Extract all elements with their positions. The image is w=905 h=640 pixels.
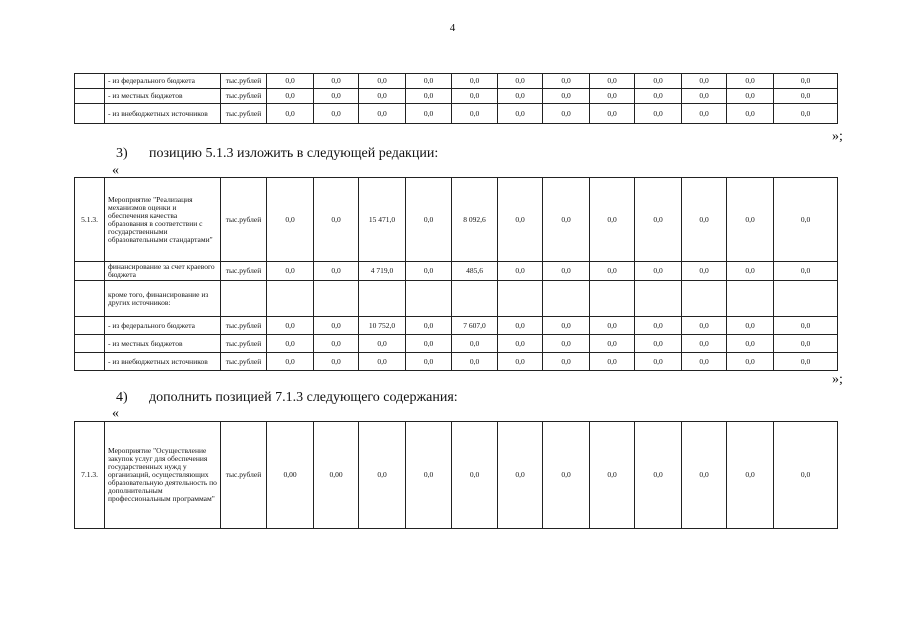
value-cell: 0,0 <box>314 262 359 281</box>
value-cell: 0,0 <box>267 262 314 281</box>
value-cell: 0,0 <box>267 104 314 124</box>
value-cell: 0,0 <box>774 74 838 89</box>
value-cell: 0,0 <box>590 178 635 262</box>
value-cell: 0,0 <box>590 262 635 281</box>
value-cell: 0,0 <box>635 317 682 335</box>
value-cell: 0,0 <box>406 422 452 529</box>
value-cell: 0,0 <box>774 262 838 281</box>
value-cell: 0,0 <box>590 89 635 104</box>
table-funding-sources-top <box>74 73 838 124</box>
value-cell: 0,0 <box>590 335 635 353</box>
value-cell: 0,0 <box>543 317 590 335</box>
value-cell: 0,0 <box>498 335 543 353</box>
value-cell <box>590 281 635 317</box>
table-row <box>75 422 838 529</box>
value-cell: 0,0 <box>359 89 406 104</box>
value-cell <box>314 281 359 317</box>
value-cell: 15 471,0 <box>359 178 406 262</box>
value-cell: 0,0 <box>267 178 314 262</box>
value-cell: 0,0 <box>452 104 498 124</box>
value-cell: 0,0 <box>498 74 543 89</box>
value-cell: 0,0 <box>452 335 498 353</box>
value-cell: 0,0 <box>727 74 774 89</box>
value-cell: 0,0 <box>498 317 543 335</box>
value-cell: 0,0 <box>682 104 727 124</box>
row-id-cell <box>75 317 105 335</box>
table-row <box>75 281 838 317</box>
paragraph-4-number: 4) <box>116 390 128 405</box>
value-cell: 0,0 <box>359 74 406 89</box>
value-cell: 0,0 <box>635 89 682 104</box>
value-cell: 0,0 <box>774 353 838 371</box>
opening-quote-3: « <box>112 163 119 178</box>
value-cell: 0,0 <box>314 89 359 104</box>
value-cell: 0,0 <box>406 262 452 281</box>
paragraph-4-text: дополнить позицией 7.1.3 следующего содержания: <box>149 390 458 405</box>
value-cell: 0,0 <box>498 353 543 371</box>
table-row <box>75 104 838 124</box>
table-row <box>75 262 838 281</box>
value-cell: 0,0 <box>682 178 727 262</box>
value-cell: 0,0 <box>267 317 314 335</box>
value-cell: 10 752,0 <box>359 317 406 335</box>
paragraph-3-number: 3) <box>116 146 128 161</box>
value-cell: 0,0 <box>590 74 635 89</box>
value-cell: 0,0 <box>682 74 727 89</box>
value-cell: 0,0 <box>682 422 727 529</box>
paragraph-3 <box>116 146 438 162</box>
row-name-cell: - из внебюджетных источников <box>105 353 221 371</box>
value-cell: 0,0 <box>498 89 543 104</box>
value-cell: 0,0 <box>267 353 314 371</box>
value-cell: 0,0 <box>727 422 774 529</box>
row-name-cell: Мероприятие "Осуществление закупок услуг для обеспечения государственных нужд у организаций, осуществляющих образовательную деятельность по дополнительным профессиональным программам" <box>105 422 221 529</box>
value-cell: 0,00 <box>314 422 359 529</box>
value-cell <box>498 281 543 317</box>
value-cell: 485,6 <box>452 262 498 281</box>
value-cell: 0,0 <box>359 422 406 529</box>
value-cell: 0,0 <box>727 317 774 335</box>
value-cell: 0,0 <box>359 104 406 124</box>
value-cell: 0,0 <box>359 335 406 353</box>
value-cell: 0,0 <box>543 178 590 262</box>
value-cell: 0,0 <box>727 335 774 353</box>
value-cell: 0,0 <box>590 104 635 124</box>
table-position-5-1-3 <box>74 177 838 371</box>
value-cell <box>406 281 452 317</box>
value-cell: 0,0 <box>498 422 543 529</box>
row-unit-cell: тыс.рублей <box>221 89 267 104</box>
row-name-cell: - из федерального бюджета <box>105 317 221 335</box>
value-cell: 0,0 <box>635 353 682 371</box>
table-row <box>75 353 838 371</box>
row-name-cell: Мероприятие "Реализация механизмов оценки и обеспечения качества образования в соответствии с государственными образовательными стандартами" <box>105 178 221 262</box>
row-id-cell <box>75 74 105 89</box>
value-cell: 0,0 <box>543 74 590 89</box>
value-cell: 0,0 <box>406 353 452 371</box>
row-id-cell: 7.1.3. <box>75 422 105 529</box>
value-cell <box>452 281 498 317</box>
row-unit-cell: тыс.рублей <box>221 353 267 371</box>
row-name-cell: финансирование за счет краевого бюджета <box>105 262 221 281</box>
value-cell: 0,0 <box>314 104 359 124</box>
value-cell: 0,0 <box>543 262 590 281</box>
row-unit-cell: тыс.рублей <box>221 422 267 529</box>
table-row <box>75 89 838 104</box>
value-cell: 4 719,0 <box>359 262 406 281</box>
page-number: 4 <box>449 22 456 34</box>
row-unit-cell: тыс.рублей <box>221 74 267 89</box>
value-cell: 0,0 <box>543 89 590 104</box>
value-cell: 0,0 <box>682 89 727 104</box>
value-cell: 0,0 <box>543 335 590 353</box>
value-cell: 0,0 <box>267 335 314 353</box>
value-cell: 0,0 <box>635 262 682 281</box>
value-cell: 0,0 <box>314 178 359 262</box>
row-name-cell: - из местных бюджетов <box>105 335 221 353</box>
row-id-cell <box>75 353 105 371</box>
value-cell <box>727 281 774 317</box>
value-cell: 0,0 <box>406 335 452 353</box>
paragraph-3-text: позицию 5.1.3 изложить в следующей редакции: <box>149 146 439 161</box>
value-cell: 0,0 <box>406 178 452 262</box>
row-unit-cell: тыс.рублей <box>221 262 267 281</box>
value-cell: 0,0 <box>590 422 635 529</box>
row-name-cell: - из местных бюджетов <box>105 89 221 104</box>
value-cell: 8 092,6 <box>452 178 498 262</box>
table-row <box>75 74 838 89</box>
value-cell: 7 607,0 <box>452 317 498 335</box>
closing-quote-2: »; <box>832 372 843 387</box>
paragraph-4 <box>116 390 458 406</box>
value-cell: 0,0 <box>727 104 774 124</box>
value-cell: 0,0 <box>682 262 727 281</box>
value-cell: 0,0 <box>314 335 359 353</box>
value-cell: 0,0 <box>774 422 838 529</box>
value-cell: 0,0 <box>452 89 498 104</box>
table-position-7-1-3 <box>74 421 838 529</box>
row-id-cell <box>75 89 105 104</box>
value-cell: 0,0 <box>314 74 359 89</box>
opening-quote-4: « <box>112 406 119 421</box>
value-cell: 0,0 <box>543 104 590 124</box>
value-cell: 0,0 <box>406 74 452 89</box>
value-cell <box>635 281 682 317</box>
row-id-cell <box>75 281 105 317</box>
value-cell: 0,0 <box>267 74 314 89</box>
value-cell: 0,0 <box>774 317 838 335</box>
value-cell: 0,00 <box>267 422 314 529</box>
table-row <box>75 335 838 353</box>
row-id-cell: 5.1.3. <box>75 178 105 262</box>
value-cell: 0,0 <box>590 353 635 371</box>
value-cell: 0,0 <box>406 89 452 104</box>
value-cell <box>543 281 590 317</box>
value-cell: 0,0 <box>774 89 838 104</box>
row-unit-cell: тыс.рублей <box>221 104 267 124</box>
value-cell: 0,0 <box>314 317 359 335</box>
value-cell: 0,0 <box>727 178 774 262</box>
value-cell: 0,0 <box>498 262 543 281</box>
value-cell: 0,0 <box>498 178 543 262</box>
value-cell: 0,0 <box>774 335 838 353</box>
row-unit-cell: тыс.рублей <box>221 178 267 262</box>
table-row <box>75 178 838 262</box>
value-cell: 0,0 <box>727 262 774 281</box>
value-cell: 0,0 <box>682 353 727 371</box>
value-cell: 0,0 <box>727 89 774 104</box>
value-cell: 0,0 <box>543 422 590 529</box>
value-cell: 0,0 <box>682 335 727 353</box>
row-name-cell: - из федерального бюджета <box>105 74 221 89</box>
value-cell: 0,0 <box>635 422 682 529</box>
value-cell: 0,0 <box>774 178 838 262</box>
row-unit-cell: тыс.рублей <box>221 335 267 353</box>
value-cell: 0,0 <box>406 104 452 124</box>
value-cell: 0,0 <box>635 335 682 353</box>
value-cell: 0,0 <box>635 178 682 262</box>
row-unit-cell <box>221 281 267 317</box>
table-row <box>75 317 838 335</box>
value-cell: 0,0 <box>498 104 543 124</box>
value-cell: 0,0 <box>635 74 682 89</box>
value-cell: 0,0 <box>452 422 498 529</box>
row-unit-cell: тыс.рублей <box>221 317 267 335</box>
value-cell: 0,0 <box>452 74 498 89</box>
row-id-cell <box>75 262 105 281</box>
row-id-cell <box>75 104 105 124</box>
value-cell <box>267 281 314 317</box>
value-cell <box>359 281 406 317</box>
row-name-cell: кроме того, финансирование из других источников: <box>105 281 221 317</box>
value-cell: 0,0 <box>727 353 774 371</box>
value-cell: 0,0 <box>774 104 838 124</box>
closing-quote-1: »; <box>832 129 843 144</box>
value-cell: 0,0 <box>314 353 359 371</box>
value-cell <box>682 281 727 317</box>
value-cell: 0,0 <box>267 89 314 104</box>
value-cell: 0,0 <box>590 317 635 335</box>
row-id-cell <box>75 335 105 353</box>
value-cell: 0,0 <box>359 353 406 371</box>
row-name-cell: - из внебюджетных источников <box>105 104 221 124</box>
value-cell <box>774 281 838 317</box>
value-cell: 0,0 <box>682 317 727 335</box>
value-cell: 0,0 <box>635 104 682 124</box>
value-cell: 0,0 <box>543 353 590 371</box>
value-cell: 0,0 <box>452 353 498 371</box>
value-cell: 0,0 <box>406 317 452 335</box>
